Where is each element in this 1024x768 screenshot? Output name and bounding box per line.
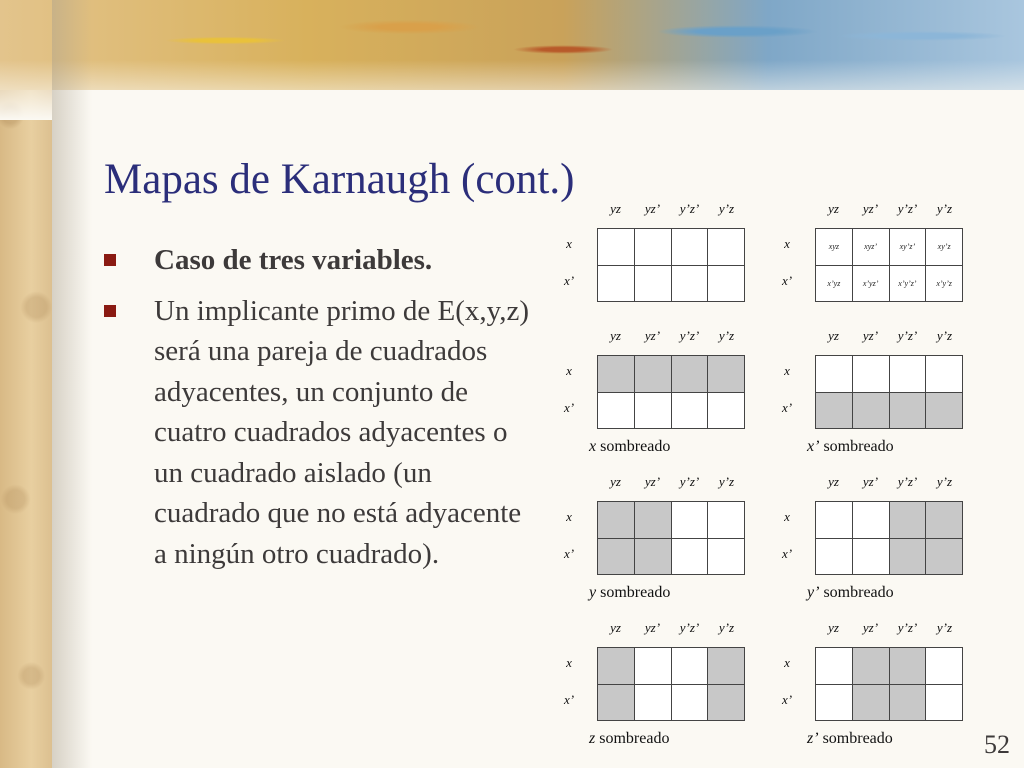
kmap-column-header: y’z <box>936 620 953 635</box>
kmap-column-header: yz <box>610 474 621 489</box>
kmap-cell <box>635 502 672 539</box>
kmap-caption-variable: x <box>589 438 597 455</box>
kmap-cell <box>672 229 709 266</box>
kmap-column-header: y’z <box>936 201 953 216</box>
kmap-column-header: yz <box>828 474 839 489</box>
kmap-row-header: x’ <box>563 273 575 288</box>
bullet-text: Un implicante primo de E(x,y,z) será una pareja de cuadrados adyacentes, un conjunto de cuatro cuadrados adyacentes o un cuadrado aislado (un cuadrado que no está adyacente a ningún otro cuadrado). <box>154 294 530 570</box>
kmap-row-header: x <box>784 363 790 378</box>
kmap-caption-variable: z’ <box>807 730 819 747</box>
kmap-labels <box>762 201 962 341</box>
kmap-cell <box>890 685 927 722</box>
kmap-cell <box>853 648 890 685</box>
kmap-caption <box>807 584 894 602</box>
kmap-grid <box>597 647 745 721</box>
kmap-caption-text: sombreado <box>819 438 894 455</box>
kmap-column-header: y’z’ <box>897 328 918 343</box>
kmap-cell <box>598 356 635 393</box>
kmap-column-header: yz’ <box>644 328 661 343</box>
kmap-grid <box>815 355 963 429</box>
kmap-cell <box>890 539 927 576</box>
kmap-caption <box>589 438 670 456</box>
kmap-cell <box>635 356 672 393</box>
kmap-column-header: yz <box>610 620 621 635</box>
kmap-cell <box>816 393 853 430</box>
kmap-row-header: x’ <box>781 692 793 707</box>
kmap-cell <box>672 502 709 539</box>
kmap-column-headers <box>597 328 745 346</box>
kmap-cell <box>853 502 890 539</box>
kmap-cell: xyz <box>816 229 853 266</box>
kmap-column-header: y’z <box>718 328 735 343</box>
kmap-column-header: y’z <box>718 201 735 216</box>
kmap-cell <box>598 229 635 266</box>
kmap-cell <box>926 648 963 685</box>
kmap-column-header: yz <box>828 620 839 635</box>
kmap-column-header: y’z’ <box>897 201 918 216</box>
kmap-cell: xy’z’ <box>890 229 927 266</box>
kmap-row-header: x <box>784 509 790 524</box>
kmap-column-header: yz’ <box>862 328 879 343</box>
kmap-caption <box>807 730 893 748</box>
kmap-cell <box>598 539 635 576</box>
kmap-column-header: yz <box>828 328 839 343</box>
kmap-column-headers <box>597 474 745 492</box>
kmap-cell: x’yz <box>816 266 853 303</box>
kmap-cell <box>672 539 709 576</box>
kmap-cell <box>635 393 672 430</box>
kmap-z-prime <box>762 620 962 760</box>
kmap-cell <box>672 356 709 393</box>
kmap-cell <box>598 648 635 685</box>
bullet-item <box>104 240 534 281</box>
kmap-cell <box>926 539 963 576</box>
kmap-caption-text: sombreado <box>596 584 671 601</box>
kmap-column-headers <box>815 620 963 638</box>
kmap-cell <box>635 648 672 685</box>
kmap-cell <box>708 356 745 393</box>
kmap-grid <box>815 647 963 721</box>
kmap-column-headers <box>815 474 963 492</box>
kmap-cell <box>708 502 745 539</box>
kmap-cell <box>926 356 963 393</box>
kmap-row-header: x <box>784 655 790 670</box>
kmap-column-header: y’z’ <box>679 620 700 635</box>
kmap-column-header: yz <box>610 201 621 216</box>
kmap-grid <box>597 501 745 575</box>
kmap-column-header: yz <box>610 328 621 343</box>
kmap-column-headers <box>597 201 745 219</box>
kmap-row-header: x’ <box>781 273 793 288</box>
kmap-column-header: y’z <box>936 328 953 343</box>
bullet-list <box>104 240 534 584</box>
kmap-cell <box>672 266 709 303</box>
kmap-cell <box>853 393 890 430</box>
kmap-caption-text: sombreado <box>595 730 670 747</box>
kmap-cell <box>816 648 853 685</box>
kmap-row-header: x’ <box>563 546 575 561</box>
kmap-cell <box>853 539 890 576</box>
kmap-cell: x’yz’ <box>853 266 890 303</box>
kmap-row-header: x’ <box>563 400 575 415</box>
kmap-cell <box>926 393 963 430</box>
kmap-column-header: y’z’ <box>679 201 700 216</box>
kmap-cell: x’y’z’ <box>890 266 927 303</box>
bullet-item <box>104 291 534 575</box>
kmap-column-header: yz’ <box>862 620 879 635</box>
kmap-cell <box>635 539 672 576</box>
kmap-cell <box>708 229 745 266</box>
kmap-cell <box>672 648 709 685</box>
kmap-column-header: yz’ <box>644 201 661 216</box>
kmap-column-header: y’z <box>936 474 953 489</box>
kmap-column-header: yz <box>828 201 839 216</box>
slide-title: Mapas de Karnaugh (cont.) <box>104 156 575 203</box>
kmap-caption <box>807 438 894 456</box>
kmap-x-prime <box>762 328 962 468</box>
kmap-cell <box>635 685 672 722</box>
kmap-column-header: yz’ <box>644 620 661 635</box>
kmap-column-header: y’z’ <box>679 474 700 489</box>
kmap-cell <box>672 393 709 430</box>
kmap-cell <box>816 539 853 576</box>
kmap-column-headers <box>597 620 745 638</box>
kmap-cell <box>598 266 635 303</box>
bullet-square-icon <box>104 254 116 266</box>
kmap-cell: x’y’z <box>926 266 963 303</box>
kmap-cell: xyz’ <box>853 229 890 266</box>
kmap-grid <box>815 228 963 302</box>
kmap-z <box>544 620 744 760</box>
kmap-cell <box>926 502 963 539</box>
slide-number: 52 <box>984 730 1010 759</box>
kmap-caption-text: sombreado <box>819 584 894 601</box>
kmap-grid <box>815 501 963 575</box>
kmap-row-header: x’ <box>781 400 793 415</box>
kmap-cell <box>708 266 745 303</box>
kmap-column-header: y’z <box>718 474 735 489</box>
kmap-cell <box>598 685 635 722</box>
kmap-row-header: x <box>566 655 572 670</box>
kmap-row-header: x <box>566 236 572 251</box>
bullet-square-icon <box>104 305 116 317</box>
kmap-y <box>544 474 744 614</box>
kmap-column-header: yz’ <box>644 474 661 489</box>
kmap-cell <box>598 393 635 430</box>
kmap-cell <box>816 685 853 722</box>
kmap-caption-text: sombreado <box>596 438 671 455</box>
kmap-cell <box>708 648 745 685</box>
kmap-y-prime <box>762 474 962 614</box>
banner-fade <box>0 60 1024 120</box>
bullet-text: Caso de tres variables. <box>154 244 433 276</box>
kmap-row-header: x’ <box>781 546 793 561</box>
kmap-caption <box>589 584 670 602</box>
kmap-cell <box>890 393 927 430</box>
kmap-cell <box>598 502 635 539</box>
kmap-x <box>544 328 744 468</box>
kmap-column-header: y’z’ <box>679 328 700 343</box>
kmap-column-headers <box>815 201 963 219</box>
kmap-column-headers <box>815 328 963 346</box>
kmap-cell <box>708 539 745 576</box>
kmap-caption-variable: z <box>589 730 596 747</box>
kmap-caption-variable: x’ <box>807 438 820 455</box>
kmap-cell <box>708 685 745 722</box>
kmap-cell <box>890 648 927 685</box>
kmap-cell <box>853 685 890 722</box>
kmap-cell <box>890 502 927 539</box>
kmap-cell: xy’z <box>926 229 963 266</box>
kmap-grid <box>597 228 745 302</box>
kmap-caption <box>589 730 669 748</box>
kmap-caption-variable: y’ <box>807 584 820 601</box>
kmap-caption-variable: y <box>589 584 597 601</box>
kmap-row-header: x <box>784 236 790 251</box>
kmap-cell <box>926 685 963 722</box>
kmap-cell <box>816 502 853 539</box>
kmap-grid <box>597 355 745 429</box>
kmap-empty <box>544 201 744 341</box>
kmap-cell <box>853 356 890 393</box>
kmap-row-header: x’ <box>563 692 575 707</box>
kmap-cell <box>890 356 927 393</box>
kmap-cell <box>635 229 672 266</box>
kmap-column-header: y’z’ <box>897 474 918 489</box>
kmap-row-header: x <box>566 363 572 378</box>
shadow-edge <box>52 0 92 768</box>
kmap-cell <box>672 685 709 722</box>
kmap-column-header: y’z <box>718 620 735 635</box>
kmap-column-header: yz’ <box>862 201 879 216</box>
kmap-column-header: y’z’ <box>897 620 918 635</box>
kmap-row-header: x <box>566 509 572 524</box>
kmap-cell <box>635 266 672 303</box>
kmap-cell <box>816 356 853 393</box>
kmap-caption-text: sombreado <box>818 730 893 747</box>
kmap-column-header: yz’ <box>862 474 879 489</box>
kmap-cell <box>708 393 745 430</box>
